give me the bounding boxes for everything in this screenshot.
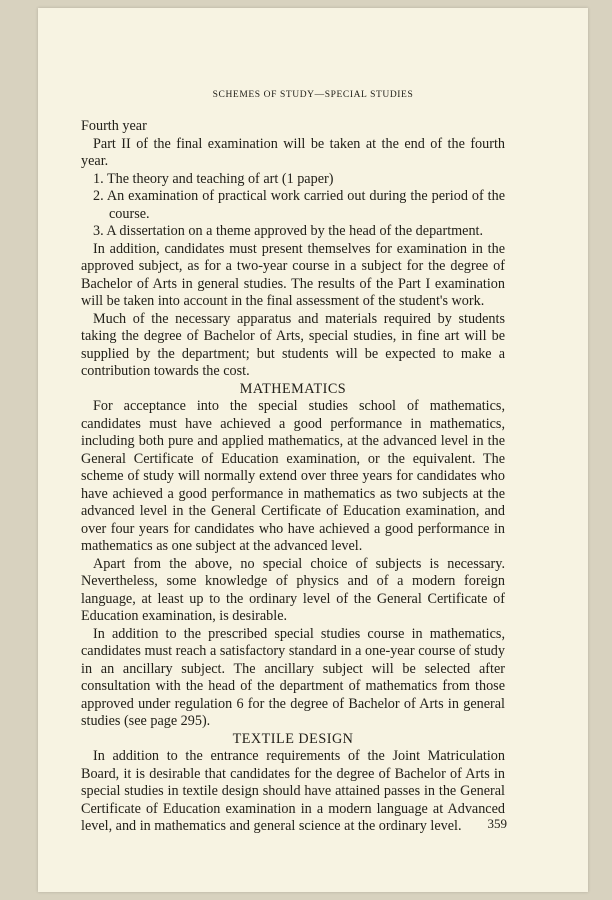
fourth-year-intro: Part II of the final examination will be taken at the end of the fourth year. bbox=[81, 135, 505, 169]
list-text: A dissertation on a theme approved by the head of the department. bbox=[106, 223, 484, 239]
paragraph: Much of the necessary apparatus and materials required by students taking the degree of Bachelor of Arts, special studies, in fine art will be supplied by the department; but students will be expected to make a contribution towards the cost. bbox=[81, 310, 505, 379]
list-number: 1. bbox=[93, 170, 104, 187]
list-text: An examination of practical work carried out during the period of the course. bbox=[106, 188, 505, 222]
book-page bbox=[38, 8, 588, 892]
textile-design-heading: TEXTILE DESIGN bbox=[232, 730, 354, 747]
fourth-year-heading: Fourth year bbox=[81, 118, 147, 134]
paragraph: For acceptance into the special studies school of mathematics, candidates must have achieved a good performance in mathematics, including both pure and applied mathematics, at the advanced level in the General Certificate of Education examination, or the equivalent. The scheme of study will normally extend over three years for candidates who have achieved a good performance in mathematics as two subjects at the advanced level in the General Certificate of Education examination, and over four years for candidates who have achieved a good performance in mathematics as one subject at the advanced level. bbox=[81, 398, 505, 554]
list-item bbox=[81, 223, 505, 241]
paragraph: In addition, candidates must present themselves for examination in the approved subject, as for a two-year course in a subject for the degree of Bachelor of Arts in general studies. The results of the Part I examination will be taken into account in the final assessment of the student's work. bbox=[81, 240, 505, 309]
list-text: The theory and teaching of art (1 paper) bbox=[106, 170, 334, 187]
page-number: 359 bbox=[487, 816, 507, 831]
paragraph: In addition to the entrance requirements of the Joint Matriculation Board, it is desirable that candidates for the degree of Bachelor of Arts in special studies in textile design should have attained passes in the General Certificate of Education examination in a modern language at Advanced level, and in mathematics and general science at the ordinary level. bbox=[81, 748, 505, 834]
mathematics-heading: MATHEMATICS bbox=[239, 380, 347, 397]
list-item bbox=[81, 171, 505, 189]
list-number: 2. bbox=[93, 188, 104, 204]
page-body bbox=[81, 118, 505, 836]
paragraph: In addition to the prescribed special studies course in mathematics, candidates must reach a satisfactory standard in a one-year course of study in an ancillary subject. The ancillary subject will be selected after consultation with the head of the department of mathematics from those approved under regulation 6 for the degree of Bachelor of Arts in general studies (see page 295). bbox=[81, 625, 505, 729]
list-number: 3. bbox=[93, 223, 104, 239]
list-item bbox=[81, 188, 505, 223]
paragraph: Apart from the above, no special choice of subjects is necessary. Nevertheless, some knowledge of physics and of a modern foreign language, at least up to the ordinary level of the General Certificate of Education examination, is desirable. bbox=[81, 555, 505, 624]
running-header: SCHEMES OF STUDY—SPECIAL STUDIES bbox=[212, 90, 414, 100]
